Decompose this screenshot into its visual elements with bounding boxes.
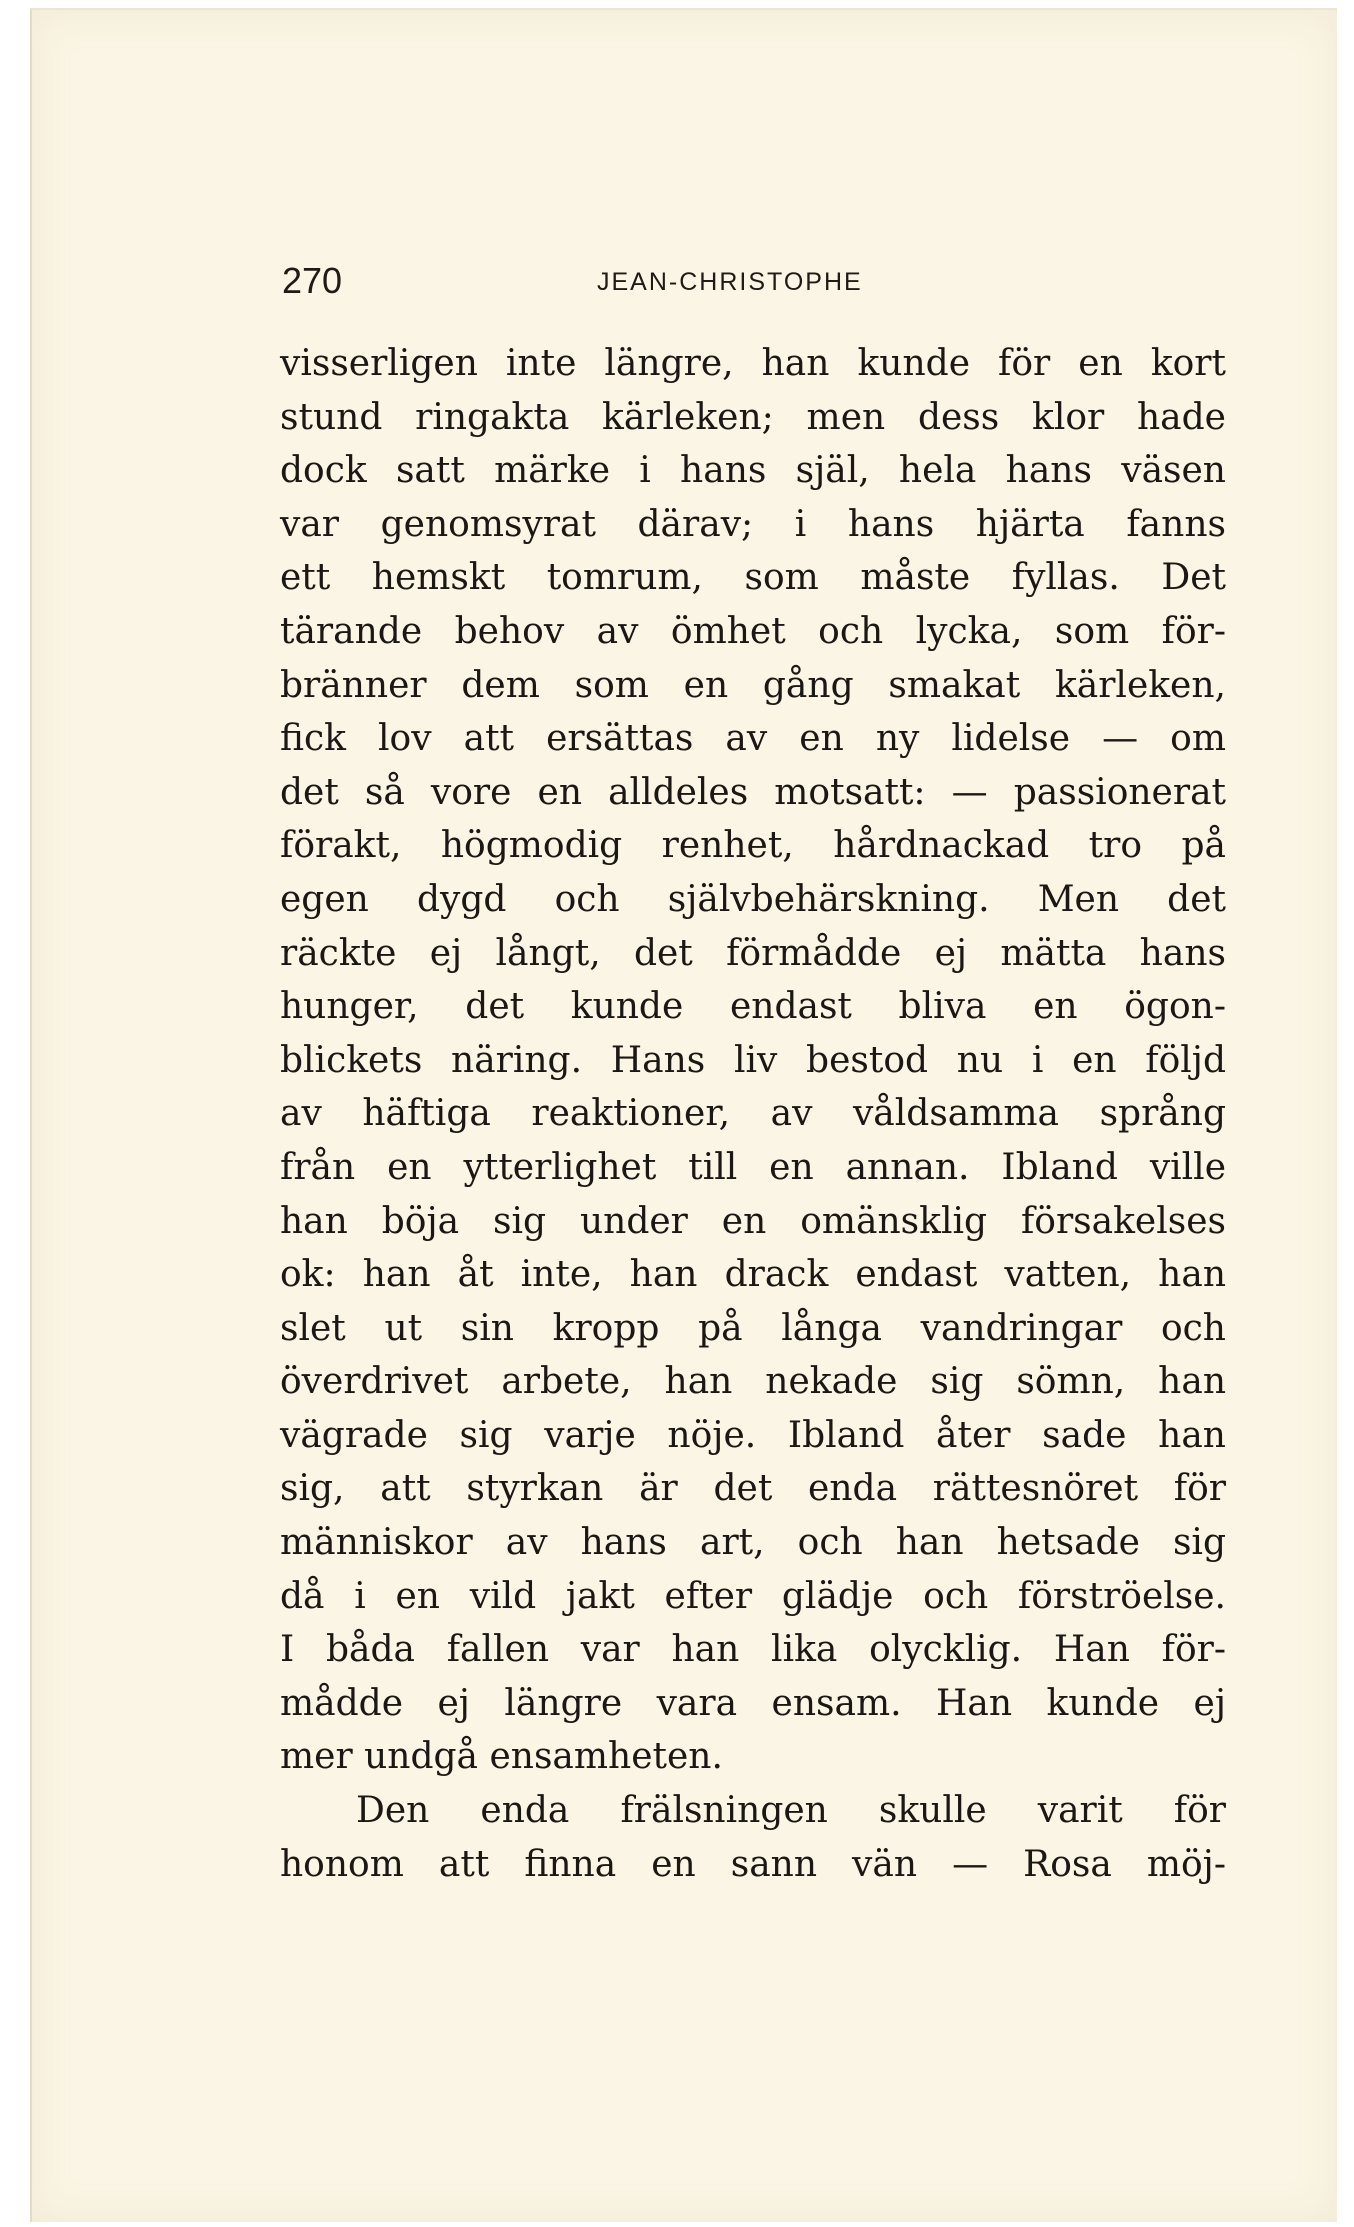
body-text xyxy=(280,337,1226,1891)
book-page xyxy=(30,8,1337,2222)
paragraph-end-line: mer undgå ensamheten. xyxy=(280,1736,723,1778)
text-line: sig, att styrkan är det enda rättesnöret för xyxy=(280,1468,1226,1510)
text-line: var genomsyrat därav; i hans hjärta fanns xyxy=(280,503,1226,545)
text-line: honom att finna en sann vän — Rosa möj- xyxy=(280,1843,1226,1885)
text-line: från en ytterlighet till en annan. Ibland ville xyxy=(280,1146,1226,1188)
text-line: ok: han åt inte, han drack endast vatten, han xyxy=(280,1254,1226,1296)
text-line: egen dygd och självbehärskning. Men det xyxy=(280,878,1226,920)
text-line: fick lov att ersättas av en ny lidelse — om xyxy=(280,718,1226,760)
text-line: stund ringakta kärleken; men dess klor hade xyxy=(280,396,1226,438)
text-line: människor av hans art, och han hetsade sig xyxy=(280,1522,1226,1564)
text-line: det så vore en alldeles motsatt: — passionerat xyxy=(280,771,1226,813)
text-line: I båda fallen var han lika olycklig. Han för- xyxy=(280,1629,1226,1671)
text-line: tärande behov av ömhet och lycka, som för- xyxy=(280,610,1226,652)
text-line: vägrade sig varje nöje. Ibland åter sade han xyxy=(280,1414,1226,1456)
text-line: slet ut sin kropp på långa vandringar och xyxy=(280,1307,1226,1349)
page-number: 270 xyxy=(282,260,343,301)
text-line: ett hemskt tomrum, som måste fyllas. Det xyxy=(280,557,1226,599)
text-line: han böja sig under en omänsklig försakelses xyxy=(280,1200,1226,1242)
paragraph-start-line: Den enda frälsningen skulle varit för xyxy=(356,1790,1226,1832)
text-line: bränner dem som en gång smakat kärleken, xyxy=(280,664,1226,706)
text-line: mådde ej längre vara ensam. Han kunde ej xyxy=(280,1682,1226,1724)
text-line: hunger, det kunde endast bliva en ögon- xyxy=(280,986,1226,1028)
text-line: överdrivet arbete, han nekade sig sömn, han xyxy=(280,1361,1226,1403)
text-line: dock satt märke i hans själ, hela hans väsen xyxy=(280,450,1226,492)
text-line: visserligen inte längre, han kunde för en kort xyxy=(280,343,1226,384)
text-line: räckte ej långt, det förmådde ej mätta hans xyxy=(280,932,1226,974)
text-line: blickets näring. Hans liv bestod nu i en följd xyxy=(280,1039,1226,1081)
text-line: av häftiga reaktioner, av våldsamma språng xyxy=(280,1093,1226,1135)
text-line: då i en vild jakt efter glädje och förströelse. xyxy=(280,1575,1226,1617)
text-line: förakt, högmodig renhet, hårdnackad tro på xyxy=(280,825,1226,867)
page-header xyxy=(282,260,1232,310)
running-head: JEAN-CHRISTOPHE xyxy=(597,268,863,296)
